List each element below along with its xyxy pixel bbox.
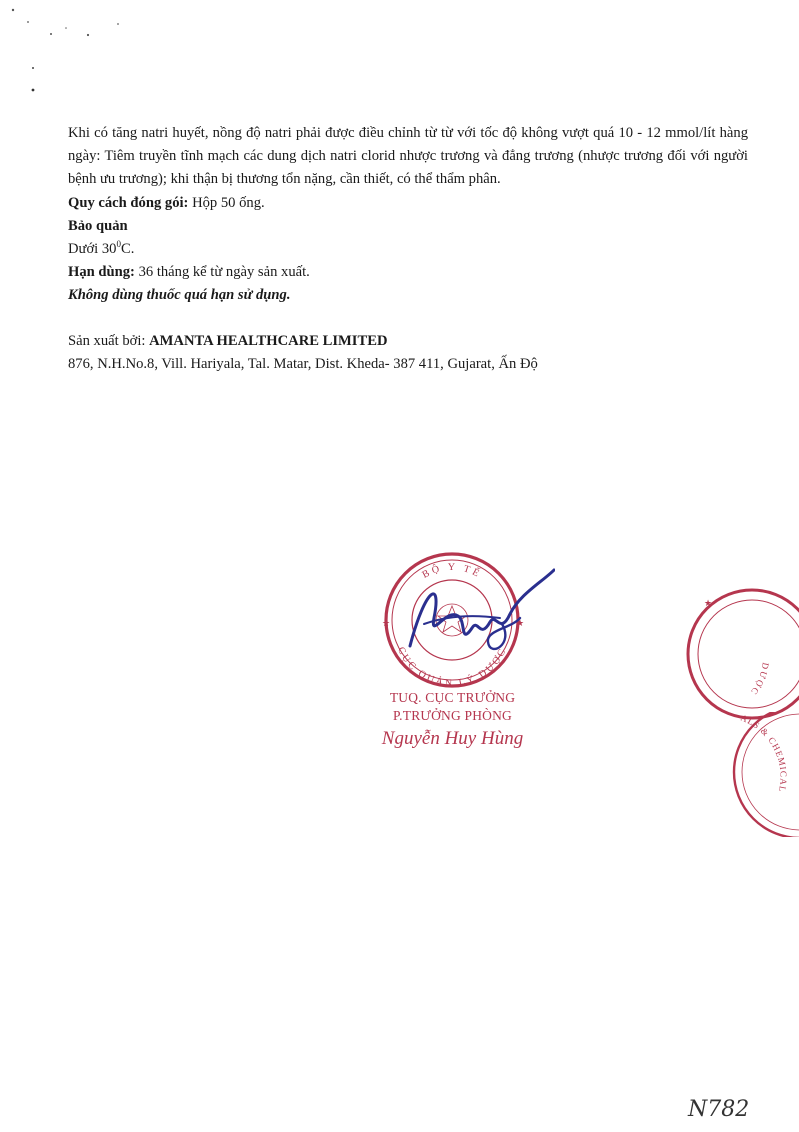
partial-seal-company	[700, 712, 799, 837]
official-stamp	[345, 548, 560, 773]
storage-heading	[68, 215, 748, 238]
storage-heading-text: Bảo quản	[68, 217, 128, 234]
seal-star-left: ★	[382, 618, 391, 628]
storage-suffix: C.	[120, 241, 135, 258]
seal-star-right: ★	[516, 618, 525, 628]
manufacturer-address: 876, N.H.No.8, Vill. Hariyala, Tal. Matar, Dist. Kheda- 387 411, Gujarat, Ấn Độ	[68, 355, 538, 372]
storage-line	[68, 238, 748, 261]
seal-ring-top-text: BỘ Y TẾ	[420, 561, 484, 581]
packaging-label: Quy cách đóng gói:	[68, 194, 189, 211]
storage-degree: 0	[116, 239, 121, 250]
manufacturer-line	[68, 330, 748, 353]
document-body	[68, 122, 748, 376]
svg-text:★: ★	[704, 598, 713, 608]
handwritten-number-text: N782	[688, 1097, 750, 1122]
hypernatremia-paragraph: Khi có tăng natri huyết, nồng độ natri phải được điều chỉnh từ từ với tốc độ không vượt quá 10 - 12 mmol/lít hàng ngày: Tiêm truyền tĩnh mạch các dung dịch natri clorid nhược trương và đẳng trương (nhược trương đối với người bệnh ưu trương); khi thận bị thương tổn nặng, cần thiết, có thể thẩm phân.	[68, 125, 748, 188]
partial-seal-right	[672, 588, 799, 723]
partial-seal-company-text: ALS & CHEMICAL	[739, 712, 789, 794]
expiry-value: 36 tháng kể từ ngày sản xuất.	[134, 264, 310, 281]
stamp-line-1: TUQ. CỤC TRƯỞNG	[389, 690, 516, 705]
handwritten-number	[686, 1090, 786, 1124]
expiry-line	[68, 261, 748, 284]
expiry-warning-text: Không dùng thuốc quá hạn sử dụng.	[68, 287, 291, 304]
svg-text:DƯỢC	[748, 662, 771, 698]
stamp-line-2: P.TRƯỞNG PHÒNG	[392, 708, 513, 723]
seal-ring-bottom-text: CỤC QUẢN LÝ DƯỢC	[395, 645, 509, 688]
signature-stroke	[410, 570, 554, 646]
seal-with-signature	[350, 548, 555, 688]
expiry-label: Hạn dùng:	[68, 264, 135, 281]
manufacturer-name: AMANTA HEALTHCARE LIMITED	[149, 332, 388, 349]
packaging-value: Hộp 50 ống.	[188, 194, 265, 211]
partial-seal-text: DƯỢC	[748, 661, 771, 698]
storage-prefix: Dưới 30	[68, 241, 117, 258]
packaging-line	[68, 192, 748, 215]
manufacturer-prefix: Sản xuất bởi:	[68, 332, 150, 349]
svg-text:CỤC QUẢN LÝ DƯỢC	[395, 645, 509, 688]
svg-text:ALS & CHEMICAL	[739, 712, 788, 793]
scan-specks	[0, 0, 140, 100]
expiry-warning	[68, 284, 748, 307]
stamp-signatory: Nguyễn Huy Hùng	[381, 728, 524, 749]
